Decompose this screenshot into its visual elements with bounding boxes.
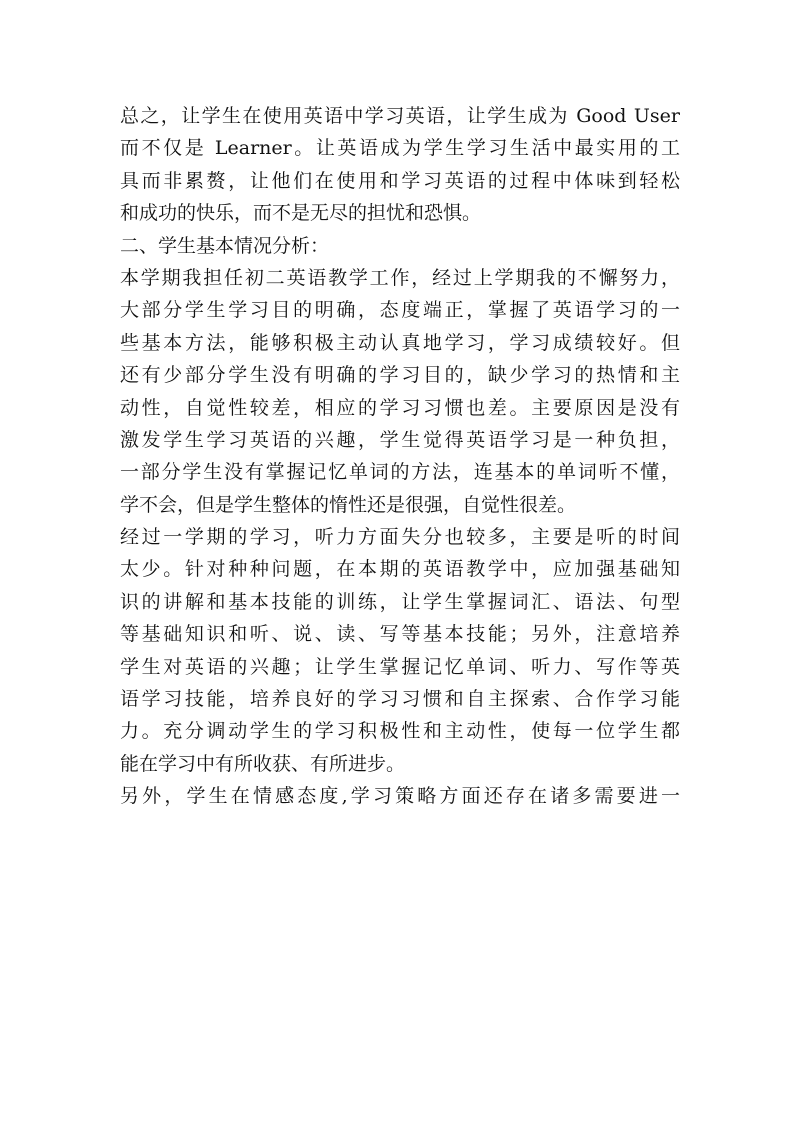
- body-text: [120, 100, 680, 813]
- text-line: 总之，让学生在使用英语中学习英语，让学生成为 Good User: [120, 105, 680, 127]
- text-line: 大部分学生学习目的明确，态度端正，掌握了英语学习的一: [120, 299, 680, 322]
- text-line: 另外，学生在情感态度,学习策略方面还存在诸多需要进一: [120, 785, 680, 808]
- text-line: 具而非累赘，让他们在使用和学习英语的过程中体味到轻松: [120, 169, 680, 192]
- text-line: 一部分学生没有掌握记忆单词的方法，连基本的单词听不懂，: [120, 461, 680, 484]
- text-line: 力。充分调动学生的学习积极性和主动性，使每一位学生都: [120, 720, 680, 743]
- text-line: 太少。针对种种问题，在本期的英语教学中，应加强基础知: [120, 558, 680, 581]
- text-line: 识的讲解和基本技能的训练，让学生掌握词汇、语法、句型: [120, 590, 680, 613]
- section-heading: 二、学生基本情况分析：: [120, 234, 330, 257]
- text-line: 本学期我担任初二英语教学工作，经过上学期我的不懈努力，: [120, 266, 680, 289]
- text-line: 能在学习中有所收获、有所进步。: [120, 752, 406, 775]
- text-line: 学不会，但是学生整体的惰性还是很强，自觉性很差。: [120, 493, 577, 516]
- text-line: 和成功的快乐，而不是无尽的担忧和恐惧。: [120, 202, 482, 225]
- text-line: 还有少部分学生没有明确的学习目的，缺少学习的热情和主: [120, 364, 680, 387]
- text-line: 经过一学期的学习，听力方面失分也较多，主要是听的时间: [120, 526, 680, 549]
- text-line: 学生对英语的兴趣；让学生掌握记忆单词、听力、写作等英: [120, 655, 680, 678]
- text-line: 语学习技能，培养良好的学习习惯和自主探索、合作学习能: [120, 688, 680, 711]
- text-line: 激发学生学习英语的兴趣，学生觉得英语学习是一种负担，: [120, 428, 680, 451]
- text-line: 动性，自觉性较差，相应的学习习惯也差。主要原因是没有: [120, 396, 680, 419]
- text-line: 些基本方法，能够积极主动认真地学习，学习成绩较好。但: [120, 331, 680, 354]
- text-line: 而不仅是 Learner。让英语成为学生学习生活中最实用的工: [120, 137, 680, 160]
- text-line: 等基础知识和听、说、读、写等基本技能；另外，注意培养: [120, 623, 680, 646]
